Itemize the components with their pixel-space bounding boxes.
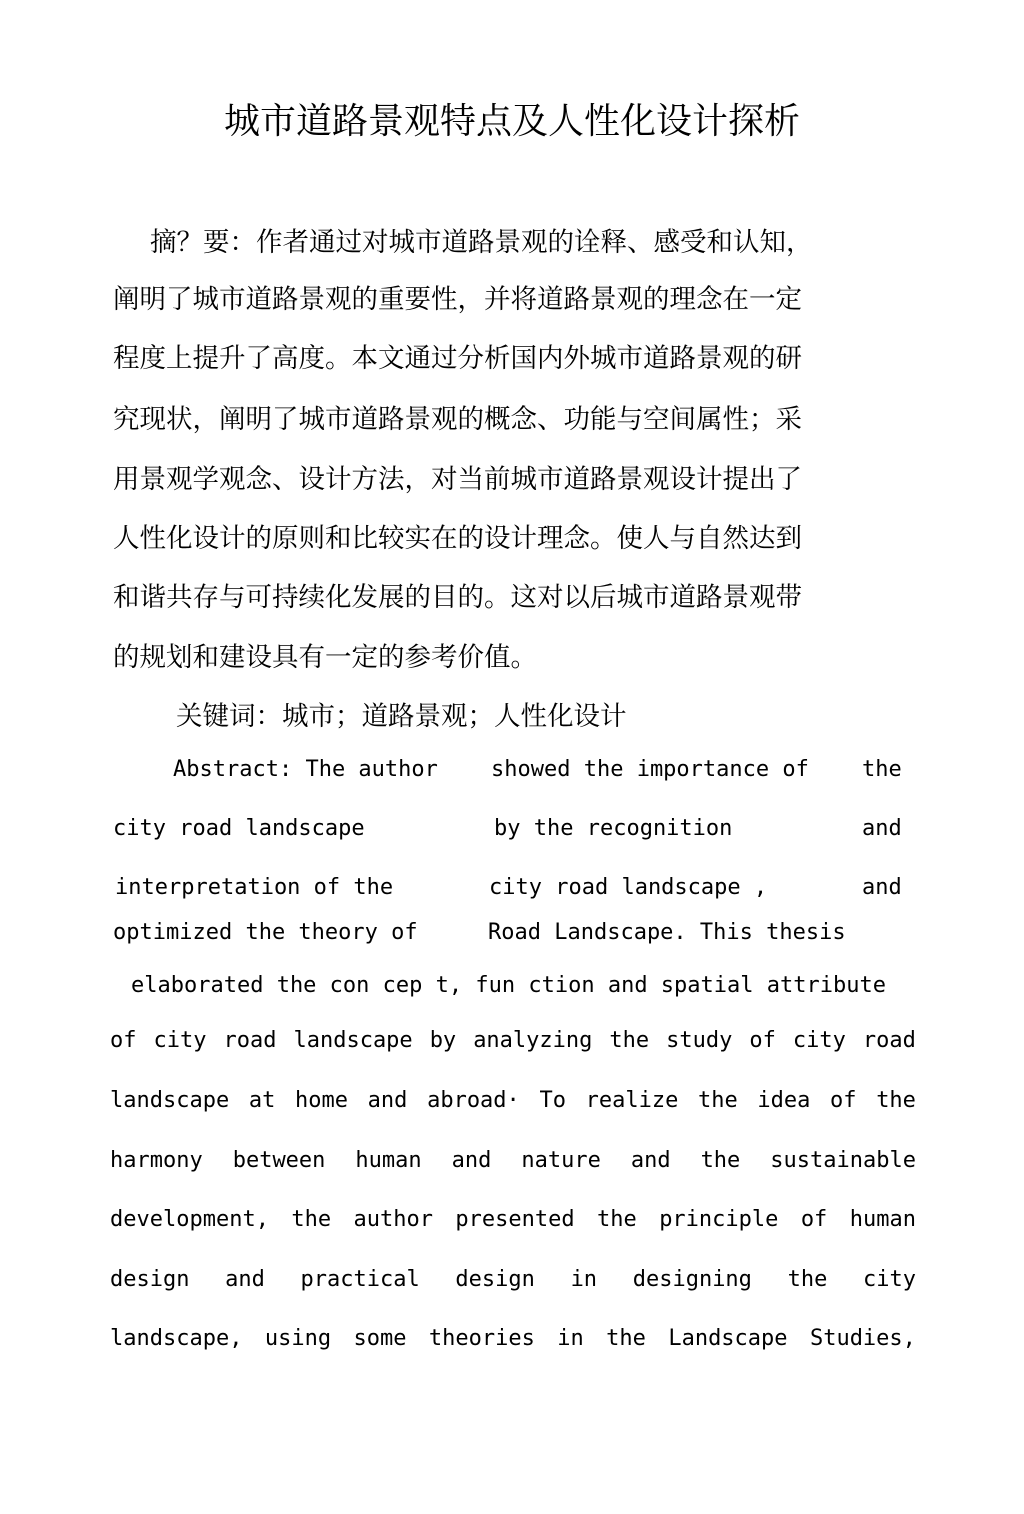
abstract-en-r3-c3: and: [862, 875, 902, 900]
word: by: [429, 1028, 457, 1053]
word: To: [539, 1088, 566, 1113]
word: study: [666, 1028, 733, 1053]
word: in: [557, 1326, 584, 1351]
word: and: [225, 1267, 265, 1292]
word: of: [800, 1207, 828, 1232]
abstract-en-r1-c1: Abstract: The author: [173, 757, 438, 782]
word: the: [697, 1088, 738, 1113]
abstract-en-line-9: [110, 1205, 916, 1235]
abstract-line-2: 阐明了城市道路景观的重要性，并将道路景观的理念在一定: [113, 284, 802, 315]
word: the: [609, 1028, 650, 1053]
word: and: [630, 1148, 671, 1173]
word: using: [264, 1326, 332, 1351]
word: the: [876, 1088, 916, 1113]
word: practical: [300, 1267, 420, 1292]
word: the: [597, 1207, 637, 1232]
word: harmony: [110, 1148, 203, 1173]
word: realize: [585, 1088, 679, 1113]
word: human: [849, 1207, 916, 1232]
word: Landscape: [668, 1326, 788, 1351]
word: home: [295, 1088, 349, 1113]
word: designing: [632, 1267, 752, 1292]
word: presented: [455, 1207, 575, 1232]
word: author: [353, 1207, 433, 1232]
abstract-en-line-5: elaborated the con cep t, fun ction and spatial attribute: [131, 973, 886, 998]
word: of: [749, 1028, 776, 1053]
word: the: [606, 1326, 646, 1351]
word: between: [232, 1148, 326, 1173]
word: and: [451, 1148, 492, 1173]
page-title: 城市道路景观特点及人性化设计探析: [223, 101, 800, 142]
word: of: [110, 1028, 137, 1053]
word: design: [110, 1267, 190, 1292]
word: theories: [428, 1326, 535, 1351]
abstract-en-r2-c3: and: [862, 816, 902, 841]
abstract-en-line-7: [110, 1086, 916, 1116]
abstract-en-line-6: [110, 1026, 916, 1056]
word: abroad·: [427, 1088, 520, 1113]
word: city: [792, 1028, 846, 1053]
word: city: [153, 1028, 207, 1053]
abstract-en-r3-c1: interpretation of the: [115, 875, 394, 900]
abstract-line-4: 究现状，阐明了城市道路景观的概念、功能与空间属性；采: [113, 404, 802, 435]
word: Studies,: [809, 1326, 916, 1351]
abstract-en-line-10: [110, 1265, 916, 1295]
abstract-line-5: 用景观学观念、设计方法，对当前城市道路景观设计提出了: [113, 464, 802, 495]
abstract-en-r2-c1: city road landscape: [113, 816, 365, 841]
abstract-line-3: 程度上提升了高度。本文通过分析国内外城市道路景观的研: [113, 343, 802, 374]
abstract-line-6: 人性化设计的原则和比较实在的设计理念。使人与自然达到: [113, 523, 802, 554]
word: of: [830, 1088, 857, 1113]
word: landscape,: [110, 1326, 243, 1351]
word: road: [862, 1028, 916, 1053]
word: design: [455, 1267, 535, 1292]
abstract-en-r2-c2: by the recognition: [494, 816, 733, 841]
abstract-line-7: 和谐共存与可持续化发展的目的。这对以后城市道路景观带: [113, 582, 802, 613]
abstract-en-r4-c2: Road Landscape. This thesis: [488, 920, 846, 945]
word: landscape: [293, 1028, 413, 1053]
word: analyzing: [473, 1028, 593, 1053]
word: in: [570, 1267, 598, 1292]
abstract-line-8: 的规划和建设具有一定的参考价值。: [113, 642, 537, 673]
word: some: [353, 1326, 407, 1351]
abstract-en-r4-c1: optimized the theory of: [113, 920, 418, 945]
word: development,: [110, 1207, 269, 1232]
keywords: 关键词：城市；道路景观；人性化设计: [176, 701, 627, 732]
word: city: [863, 1267, 916, 1292]
word: nature: [521, 1148, 601, 1173]
word: and: [367, 1088, 408, 1113]
word: sustainable: [770, 1148, 916, 1173]
word: idea: [757, 1088, 811, 1113]
abstract-en-line-8: [110, 1146, 916, 1176]
word: road: [223, 1028, 277, 1053]
abstract-en-r1-c3: the: [862, 757, 902, 782]
abstract-en-r1-c2: showed the importance of: [491, 757, 809, 782]
abstract-line-1: 摘？要：作者通过对城市道路景观的诠释、感受和认知，: [150, 227, 813, 258]
abstract-en-r3-c2: city road landscape ,: [489, 875, 768, 900]
word: human: [355, 1148, 422, 1173]
word: the: [787, 1267, 828, 1292]
word: the: [291, 1207, 332, 1232]
word: principle: [659, 1207, 779, 1232]
abstract-en-line-11: [110, 1324, 916, 1354]
word: landscape: [110, 1088, 230, 1113]
word: the: [700, 1148, 741, 1173]
word: at: [248, 1088, 276, 1113]
